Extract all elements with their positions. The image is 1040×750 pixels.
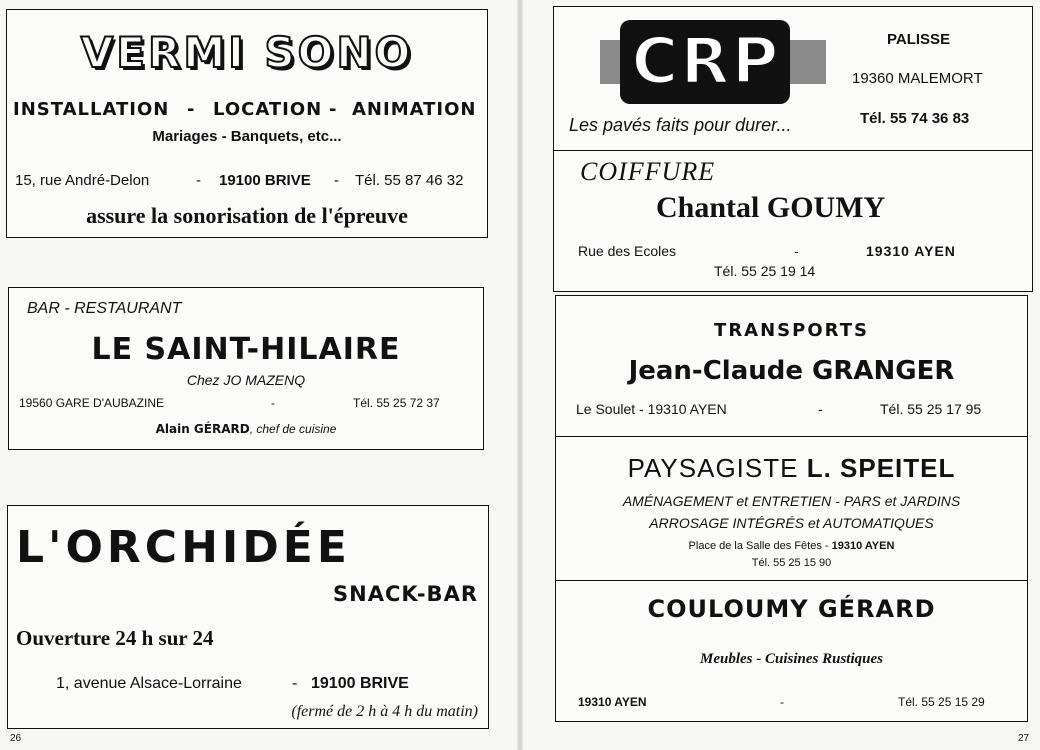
saint-hilaire-address: 19560 GARE D'AUBAZINE [19, 396, 165, 410]
speitel-line2: ARROSAGE INTÉGRÉS et AUTOMATIQUES [649, 515, 934, 531]
ad-vermi-sono [6, 9, 488, 238]
speitel-address-line [556, 540, 1027, 552]
service-installation: INSTALLATION [13, 99, 170, 120]
speitel-address: Place de la Salle des Fêtes - [688, 540, 829, 552]
crp-city: 19360 MALEMORT [852, 70, 983, 87]
speitel-city: 19310 AYEN [831, 540, 895, 552]
vermi-sono-city: 19100 BRIVE [219, 172, 311, 189]
couloumy-phone: Tél. 55 25 15 29 [898, 695, 985, 709]
granger-phone: Tél. 55 25 17 95 [880, 401, 982, 417]
granger-name: Jean-Claude GRANGER [628, 356, 955, 386]
chef-name: Alain GÉRARD [155, 422, 250, 436]
orchidee-closed: (fermé de 2 h à 4 h du matin) [291, 703, 478, 720]
speitel-heading [556, 453, 1027, 484]
saint-hilaire-phone: Tél. 55 25 72 37 [353, 396, 440, 410]
vermi-sono-slogan: assure la sonorisation de l'épreuve [86, 203, 408, 228]
crp-tagline: Les pavés faits pour durer... [569, 115, 792, 135]
saint-hilaire-category: BAR - RESTAURANT [27, 300, 182, 317]
crp-phone: Tél. 55 74 36 83 [860, 110, 970, 127]
speitel-name: L. SPEITEL [806, 453, 956, 483]
service-dash-2: - [329, 99, 337, 120]
couloumy-name: COULOUMY GÉRARD [647, 595, 936, 623]
speitel-line1: AMÉNAGEMENT et ENTRETIEN - PARS et JARDINS [622, 493, 961, 509]
service-dash-1: - [187, 99, 195, 120]
page-number-left: 26 [10, 733, 22, 744]
vermi-sono-title: VERMI SONO [80, 28, 414, 77]
vermi-sono-events: Mariages - Banquets, etc... [152, 128, 342, 145]
orchidee-name: L'ORCHIDÉE [16, 522, 351, 573]
goumy-street: Rue des Ecoles [578, 243, 677, 259]
saint-hilaire-chef [9, 422, 483, 436]
crp-logo: CRP [631, 25, 781, 99]
couloumy-products: Meubles - Cuisines Rustiques [700, 651, 883, 667]
page-gutter [517, 0, 523, 750]
goumy-category: COIFFURE [580, 157, 716, 186]
speitel-phone: Tél. 55 25 15 90 [751, 557, 832, 569]
ad-granger [555, 295, 1028, 437]
vermi-sono-phone: Tél. 55 87 46 32 [355, 172, 464, 189]
ad-speitel [555, 436, 1028, 582]
orchidee-address: 1, avenue Alsace-Lorraine [56, 675, 242, 692]
saint-hilaire-dash: - [271, 396, 275, 410]
goumy-city: 19310 AYEN [866, 243, 956, 259]
ad-couloumy [555, 580, 1028, 722]
goumy-phone: Tél. 55 25 19 14 [714, 263, 816, 279]
couloumy-dash: - [780, 695, 784, 709]
page-number-right: 27 [1018, 733, 1030, 744]
granger-dash: - [818, 401, 823, 417]
ad-saint-hilaire [8, 287, 484, 450]
ad-goumy [553, 150, 1033, 292]
couloumy-city: 19310 AYEN [578, 695, 647, 709]
goumy-dash: - [794, 243, 799, 259]
orchidee-hours: Ouverture 24 h sur 24 [16, 626, 214, 650]
saint-hilaire-name: LE SAINT-HILAIRE [91, 332, 401, 367]
crp-street: PALISSE [887, 31, 951, 48]
speitel-title: PAYSAGISTE [627, 453, 799, 483]
saint-hilaire-owner: Chez JO MAZENQ [186, 372, 306, 388]
ad-orchidee [7, 505, 489, 729]
vermi-sono-address: 15, rue André-Delon [15, 172, 150, 189]
vermi-sono-dash-2: - [334, 172, 339, 189]
chef-title: , chef de cuisine [249, 422, 337, 436]
granger-address: Le Soulet - 19310 AYEN [576, 401, 727, 417]
granger-category: TRANSPORTS [714, 320, 869, 341]
vermi-sono-dash-1: - [196, 172, 201, 189]
orchidee-type: SNACK-BAR [333, 582, 478, 606]
service-animation: ANIMATION [352, 99, 477, 120]
orchidee-dash: - [292, 675, 298, 692]
orchidee-city: 19100 BRIVE [311, 675, 409, 692]
service-location: LOCATION [213, 99, 323, 120]
goumy-name: Chantal GOUMY [656, 191, 886, 224]
